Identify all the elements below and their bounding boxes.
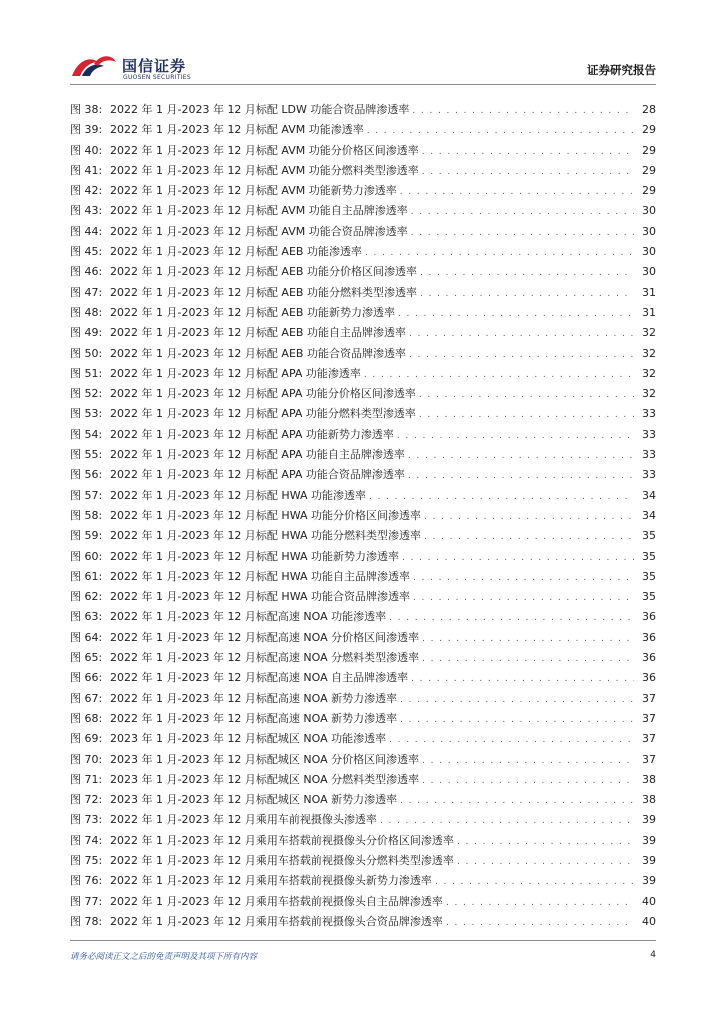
disclaimer-text: 请务必阅读正文之后的免责声明及其项下所有内容	[70, 952, 258, 962]
figure-page: 36	[642, 651, 656, 665]
leader-dots	[411, 207, 634, 217]
figure-page: 30	[642, 245, 656, 259]
leader-dots	[424, 532, 634, 542]
leader-dots	[446, 898, 634, 908]
leader-dots	[409, 329, 634, 339]
figure-page: 37	[642, 732, 656, 746]
leader-dots	[422, 756, 634, 766]
leader-dots	[365, 248, 634, 258]
toc-entry[interactable]	[70, 710, 656, 730]
toc-entry[interactable]	[70, 466, 656, 486]
figure-number: 图 64:	[70, 630, 103, 644]
toc-entry[interactable]	[70, 690, 656, 710]
leader-dots	[367, 126, 634, 136]
figure-page: 30	[642, 224, 656, 238]
toc-entry[interactable]	[70, 771, 656, 791]
figure-number: 图 68:	[70, 711, 103, 725]
toc-entry[interactable]	[70, 791, 656, 811]
figure-number: 图 50:	[70, 346, 103, 360]
leader-dots	[398, 309, 634, 319]
toc-entry[interactable]	[70, 487, 656, 507]
leader-dots	[400, 187, 634, 197]
figure-number: 图 52:	[70, 387, 103, 401]
figure-number: 图 73:	[70, 813, 103, 827]
page-header	[70, 50, 656, 84]
leader-dots	[412, 106, 634, 116]
figure-title: 2022 年 1 月-2023 年 12 月标配 APA 功能合资品牌渗透率	[110, 468, 405, 482]
figure-page: 34	[642, 488, 656, 502]
figure-page: 37	[642, 752, 656, 766]
leader-dots	[457, 857, 634, 867]
figure-page: 40	[642, 894, 656, 908]
toc-entry[interactable]	[70, 730, 656, 750]
leader-dots	[400, 796, 634, 806]
figure-number: 图 77:	[70, 894, 103, 908]
figure-title: 2022 年 1 月-2023 年 12 月标配 APA 功能分价格区间渗透率	[110, 387, 416, 401]
figure-page: 39	[642, 833, 656, 847]
leader-dots	[446, 918, 634, 928]
logo-text-cn: 国信证券	[122, 57, 187, 75]
toc-entry[interactable]	[70, 852, 656, 872]
figure-title: 2023 年 1 月-2023 年 12 月标配城区 NOA 功能渗透率	[110, 732, 387, 746]
leader-dots	[422, 776, 634, 786]
figure-title: 2023 年 1 月-2023 年 12 月标配城区 NOA 分燃料类型渗透率	[110, 772, 420, 786]
figure-title: 2022 年 1 月-2023 年 12 月标配 AVM 功能分价格区间渗透率	[110, 143, 419, 157]
toc-entry[interactable]	[70, 548, 656, 568]
figure-number: 图 72:	[70, 793, 103, 807]
leader-dots	[435, 877, 634, 887]
toc-entry[interactable]	[70, 263, 656, 283]
figure-number: 图 69:	[70, 732, 103, 746]
figure-number: 图 71:	[70, 772, 103, 786]
toc-entry[interactable]	[70, 182, 656, 202]
figure-number: 图 55:	[70, 448, 103, 462]
figure-page: 32	[642, 387, 656, 401]
figure-page: 30	[642, 204, 656, 218]
figure-number: 图 48:	[70, 305, 103, 319]
toc-entry[interactable]	[70, 304, 656, 324]
toc-entry[interactable]	[70, 385, 656, 405]
figure-page: 35	[642, 549, 656, 563]
figure-title: 2022 年 1 月-2023 年 12 月乘用车搭载前视摄像头分燃料类型渗透率	[110, 853, 454, 867]
figure-page: 39	[642, 874, 656, 888]
figure-number: 图 65:	[70, 651, 103, 665]
figure-title: 2022 年 1 月-2023 年 12 月标配 APA 功能分燃料类型渗透率	[110, 407, 416, 421]
figure-number: 图 54:	[70, 427, 103, 441]
leader-dots	[420, 268, 634, 278]
toc-entry[interactable]	[70, 243, 656, 263]
figure-number: 图 51:	[70, 366, 103, 380]
leader-dots	[420, 289, 634, 299]
leader-dots	[389, 613, 634, 623]
figure-page: 39	[642, 853, 656, 867]
figure-title: 2022 年 1 月-2023 年 12 月乘用车搭载前视摄像头合资品牌渗透率	[110, 914, 443, 928]
report-type-label: 证券研究报告	[587, 63, 656, 77]
figure-title: 2022 年 1 月-2023 年 12 月标配 APA 功能新势力渗透率	[110, 427, 394, 441]
leader-dots	[422, 654, 634, 664]
figure-title: 2022 年 1 月-2023 年 12 月标配 AVM 功能渗透率	[110, 123, 364, 137]
figure-title: 2022 年 1 月-2023 年 12 月标配 HWA 功能分燃料类型渗透率	[110, 529, 421, 543]
figure-title: 2022 年 1 月-2023 年 12 月标配 AVM 功能分燃料类型渗透率	[110, 163, 419, 177]
figure-number: 图 74:	[70, 833, 103, 847]
figure-page: 33	[642, 448, 656, 462]
figure-page: 36	[642, 610, 656, 624]
toc-entry[interactable]	[70, 426, 656, 446]
leader-dots	[400, 715, 634, 725]
toc-entry[interactable]	[70, 608, 656, 628]
leader-dots	[411, 674, 634, 684]
toc-entry[interactable]	[70, 751, 656, 771]
figure-title: 2022 年 1 月-2023 年 12 月标配高速 NOA 功能渗透率	[110, 610, 387, 624]
figure-title: 2022 年 1 月-2023 年 12 月标配 AVM 功能新势力渗透率	[110, 184, 397, 198]
guosen-logo-icon	[70, 52, 118, 80]
figure-title: 2022 年 1 月-2023 年 12 月标配 AEB 功能新势力渗透率	[110, 305, 395, 319]
figure-page: 29	[642, 123, 656, 137]
figure-title: 2022 年 1 月-2023 年 12 月乘用车搭载前视摄像头自主品牌渗透率	[110, 894, 443, 908]
toc-entry[interactable]	[70, 629, 656, 649]
toc-entry[interactable]	[70, 669, 656, 689]
figure-title: 2023 年 1 月-2023 年 12 月标配城区 NOA 新势力渗透率	[110, 793, 398, 807]
leader-dots	[457, 837, 634, 847]
figure-page: 33	[642, 407, 656, 421]
figure-number: 图 49:	[70, 326, 103, 340]
figure-page: 32	[642, 366, 656, 380]
leader-dots	[400, 695, 634, 705]
figure-page: 39	[642, 813, 656, 827]
figure-title: 2022 年 1 月-2023 年 12 月标配 AVM 功能合资品牌渗透率	[110, 224, 408, 238]
figure-page: 29	[642, 143, 656, 157]
figure-number: 图 38:	[70, 103, 103, 116]
figure-title: 2022 年 1 月-2023 年 12 月标配 AEB 功能分价格区间渗透率	[110, 265, 417, 279]
figure-page: 36	[642, 630, 656, 644]
figure-page: 34	[642, 508, 656, 522]
figure-number: 图 47:	[70, 285, 103, 299]
header-divider	[70, 84, 656, 85]
toc-entry[interactable]	[70, 893, 656, 913]
figure-page: 33	[642, 427, 656, 441]
toc-entry[interactable]	[70, 324, 656, 344]
figure-page: 38	[642, 793, 656, 807]
figure-title: 2022 年 1 月-2023 年 12 月乘用车搭载前视摄像头分价格区间渗透率	[110, 833, 454, 847]
figure-page: 31	[642, 285, 656, 299]
figure-title: 2022 年 1 月-2023 年 12 月标配 HWA 功能分价格区间渗透率	[110, 508, 421, 522]
toc-entry[interactable]	[70, 345, 656, 365]
toc-entry[interactable]	[70, 811, 656, 831]
figure-number: 图 53:	[70, 407, 103, 421]
figure-number: 图 41:	[70, 163, 103, 177]
figure-number: 图 42:	[70, 184, 103, 198]
toc-entry[interactable]	[70, 202, 656, 222]
toc-entry[interactable]	[70, 446, 656, 466]
figure-number: 图 43:	[70, 204, 103, 218]
toc-entry[interactable]	[70, 588, 656, 608]
figure-page: 36	[642, 671, 656, 685]
figure-number: 图 40:	[70, 143, 103, 157]
toc-entry[interactable]	[70, 913, 656, 933]
toc-entry[interactable]	[70, 162, 656, 182]
figure-title: 2022 年 1 月-2023 年 12 月乘用车搭载前视摄像头新势力渗透率	[110, 874, 432, 888]
leader-dots	[389, 735, 634, 745]
figure-title: 2022 年 1 月-2023 年 12 月标配 AEB 功能分燃料类型渗透率	[110, 285, 417, 299]
leader-dots	[419, 410, 634, 420]
figure-number: 图 56:	[70, 468, 103, 482]
leader-dots	[364, 370, 634, 380]
leader-dots	[413, 573, 634, 583]
toc-entry[interactable]	[70, 223, 656, 243]
figure-title: 2022 年 1 月-2023 年 12 月标配 HWA 功能合资品牌渗透率	[110, 590, 410, 604]
footer-divider	[70, 940, 656, 941]
logo-text-en: GUOSEN SECURITIES	[123, 74, 192, 81]
figure-number: 图 66:	[70, 671, 103, 685]
toc-entry[interactable]	[70, 649, 656, 669]
figure-title: 2022 年 1 月-2023 年 12 月标配 AVM 功能自主品牌渗透率	[110, 204, 408, 218]
toc-entry[interactable]	[70, 365, 656, 385]
figure-title: 2022 年 1 月-2023 年 12 月标配高速 NOA 自主品牌渗透率	[110, 671, 409, 685]
figure-title: 2022 年 1 月-2023 年 12 月标配 HWA 功能自主品牌渗透率	[110, 569, 410, 583]
figure-page: 35	[642, 590, 656, 604]
toc-entry[interactable]	[70, 872, 656, 892]
figure-title: 2023 年 1 月-2023 年 12 月标配城区 NOA 分价格区间渗透率	[110, 752, 420, 766]
leader-dots	[411, 228, 634, 238]
figure-number: 图 57:	[70, 488, 103, 502]
figure-page: 33	[642, 468, 656, 482]
figure-page: 35	[642, 529, 656, 543]
figure-page: 29	[642, 163, 656, 177]
figure-number: 图 39:	[70, 123, 103, 137]
figure-number: 图 44:	[70, 224, 103, 238]
leader-dots	[380, 816, 634, 826]
toc-entry[interactable]	[70, 101, 656, 121]
figure-page: 29	[642, 184, 656, 198]
leader-dots	[422, 147, 634, 157]
figure-title: 2022 年 1 月-2023 年 12 月标配 AEB 功能渗透率	[110, 245, 362, 259]
figure-number: 图 76:	[70, 874, 103, 888]
figure-page: 32	[642, 326, 656, 340]
leader-dots	[369, 492, 634, 502]
figure-title: 2022 年 1 月-2023 年 12 月标配高速 NOA 新势力渗透率	[110, 691, 398, 705]
figure-page: 40	[642, 914, 656, 928]
figure-title: 2022 年 1 月-2023 年 12 月标配 AEB 功能合资品牌渗透率	[110, 346, 406, 360]
figure-title: 2022 年 1 月-2023 年 12 月标配 HWA 功能渗透率	[110, 488, 366, 502]
figure-title: 2022 年 1 月-2023 年 12 月标配 APA 功能自主品牌渗透率	[110, 448, 405, 462]
leader-dots	[419, 390, 634, 400]
figure-number: 图 61:	[70, 569, 103, 583]
figure-page: 37	[642, 691, 656, 705]
toc-entry[interactable]	[70, 284, 656, 304]
leader-dots	[402, 553, 634, 563]
figure-number: 图 67:	[70, 691, 103, 705]
toc-entry[interactable]	[70, 142, 656, 162]
toc-entry[interactable]	[70, 405, 656, 425]
figure-number: 图 78:	[70, 914, 103, 928]
figure-number: 图 75:	[70, 853, 103, 867]
figure-number: 图 46:	[70, 265, 103, 279]
figure-title: 2022 年 1 月-2023 年 12 月标配 AEB 功能自主品牌渗透率	[110, 326, 406, 340]
toc-entry[interactable]	[70, 568, 656, 588]
figure-number: 图 58:	[70, 508, 103, 522]
figure-number: 图 63:	[70, 610, 103, 624]
table-of-figures	[70, 101, 656, 933]
figure-page: 37	[642, 711, 656, 725]
leader-dots	[408, 471, 634, 481]
leader-dots	[422, 167, 634, 177]
leader-dots	[408, 451, 634, 461]
figure-page: 28	[642, 103, 656, 116]
toc-entry[interactable]	[70, 832, 656, 852]
leader-dots	[397, 431, 634, 441]
figure-number: 图 59:	[70, 529, 103, 543]
figure-title: 2022 年 1 月-2023 年 12 月乘用车前视摄像头渗透率	[110, 813, 377, 827]
figure-page: 32	[642, 346, 656, 360]
figure-title: 2022 年 1 月-2023 年 12 月标配高速 NOA 分价格区间渗透率	[110, 630, 420, 644]
toc-entry[interactable]	[70, 527, 656, 547]
figure-number: 图 70:	[70, 752, 103, 766]
figure-title: 2022 年 1 月-2023 年 12 月标配高速 NOA 新势力渗透率	[110, 711, 398, 725]
figure-number: 图 62:	[70, 590, 103, 604]
page-number: 4	[650, 950, 656, 960]
figure-number: 图 60:	[70, 549, 103, 563]
leader-dots	[424, 512, 634, 522]
figure-page: 38	[642, 772, 656, 786]
figure-number: 图 45:	[70, 245, 103, 259]
figure-title: 2022 年 1 月-2023 年 12 月标配 APA 功能渗透率	[110, 366, 361, 380]
figure-page: 31	[642, 305, 656, 319]
toc-entry[interactable]	[70, 121, 656, 141]
leader-dots	[409, 350, 634, 360]
figure-page: 30	[642, 265, 656, 279]
leader-dots	[413, 593, 634, 603]
figure-title: 2022 年 1 月-2023 年 12 月标配 HWA 功能新势力渗透率	[110, 549, 399, 563]
toc-entry[interactable]	[70, 507, 656, 527]
figure-page: 35	[642, 569, 656, 583]
leader-dots	[422, 634, 634, 644]
figure-title: 2022 年 1 月-2023 年 12 月标配 LDW 功能合资品牌渗透率	[110, 103, 410, 116]
figure-title: 2022 年 1 月-2023 年 12 月标配高速 NOA 分燃料类型渗透率	[110, 651, 420, 665]
